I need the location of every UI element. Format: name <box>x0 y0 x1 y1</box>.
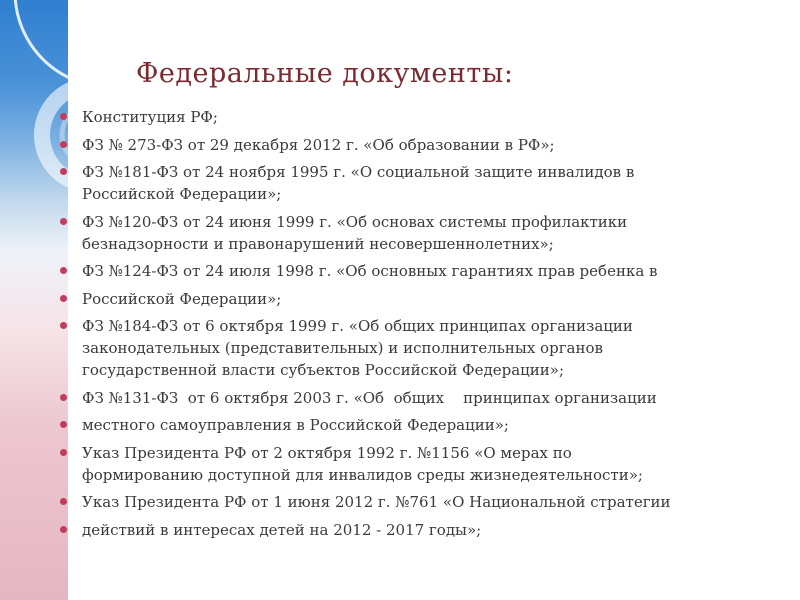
bullet-icon <box>60 168 67 175</box>
list-item-text-line: Российской Федерации»; <box>82 185 282 203</box>
list-item-text-line: формированию доступной для инвалидов среды жизнедеятельности»; <box>82 465 643 484</box>
decorative-side-panel <box>0 0 68 600</box>
document-list <box>60 106 780 546</box>
list-item-text-line: ФЗ №184-ФЗ от 6 октября 1999 г. «Об общих принципах организации <box>82 317 633 335</box>
bullet-icon <box>60 526 67 533</box>
list-item <box>60 442 780 486</box>
list-item <box>60 491 780 513</box>
list-item-text-line: ФЗ №131-ФЗ от 6 октября 2003 г. «Об общих принципах организации <box>82 388 657 407</box>
list-item <box>60 519 780 541</box>
slide-title: Федеральные документы: <box>136 58 514 89</box>
list-item-text-line: Российской Федерации»; <box>82 289 282 308</box>
bullet-icon <box>60 113 67 120</box>
list-item <box>60 414 780 436</box>
list-item <box>60 106 780 128</box>
list-item <box>60 161 780 205</box>
list-item-text-line: ФЗ №124-ФЗ от 24 июля 1998 г. «Об основных гарантиях прав ребенка в <box>82 262 658 280</box>
bullet-icon <box>60 322 67 329</box>
list-item-text-line: местного самоуправления в Российской Федерации»; <box>82 416 509 434</box>
list-item-text-line: Конституция РФ; <box>82 108 218 126</box>
bullet-icon <box>60 141 67 148</box>
bullet-icon <box>60 295 67 302</box>
list-item-text-line: государственной власти субъектов Российской Федерации»; <box>82 361 565 379</box>
list-item-text-line: Указ Президента РФ от 1 июня 2012 г. №761 «О Национальной стратегии <box>82 493 671 511</box>
bullet-icon <box>60 498 67 505</box>
bullet-icon <box>60 421 67 428</box>
list-item <box>60 315 780 381</box>
list-item <box>60 260 780 282</box>
bullet-icon <box>60 394 67 401</box>
list-item-text-line: ФЗ №120-ФЗ от 24 июня 1999 г. «Об основах системы профилактики <box>82 212 628 231</box>
list-item <box>60 288 780 310</box>
bullet-icon <box>60 449 67 456</box>
list-item-text-line: Указ Президента РФ от 2 октября 1992 г. №1156 «О мерах по <box>82 443 572 462</box>
bullet-icon <box>60 218 67 225</box>
list-item <box>60 211 780 255</box>
list-item-text-line: законодательных (представительных) и исполнительных органов <box>82 339 603 357</box>
list-item <box>60 387 780 409</box>
list-item <box>60 134 780 156</box>
list-item-text-line: безнадзорности и правонарушений несовершеннолетних»; <box>82 234 554 253</box>
list-item-text-line: ФЗ №181-ФЗ от 24 ноября 1995 г. «О социальной защите инвалидов в <box>82 163 635 181</box>
list-item-text-line: ФЗ № 273-ФЗ от 29 декабря 2012 г. «Об образовании в РФ»; <box>82 135 555 154</box>
list-item-text-line: действий в интересах детей на 2012 - 2017 годы»; <box>82 520 482 539</box>
bullet-icon <box>60 267 67 274</box>
